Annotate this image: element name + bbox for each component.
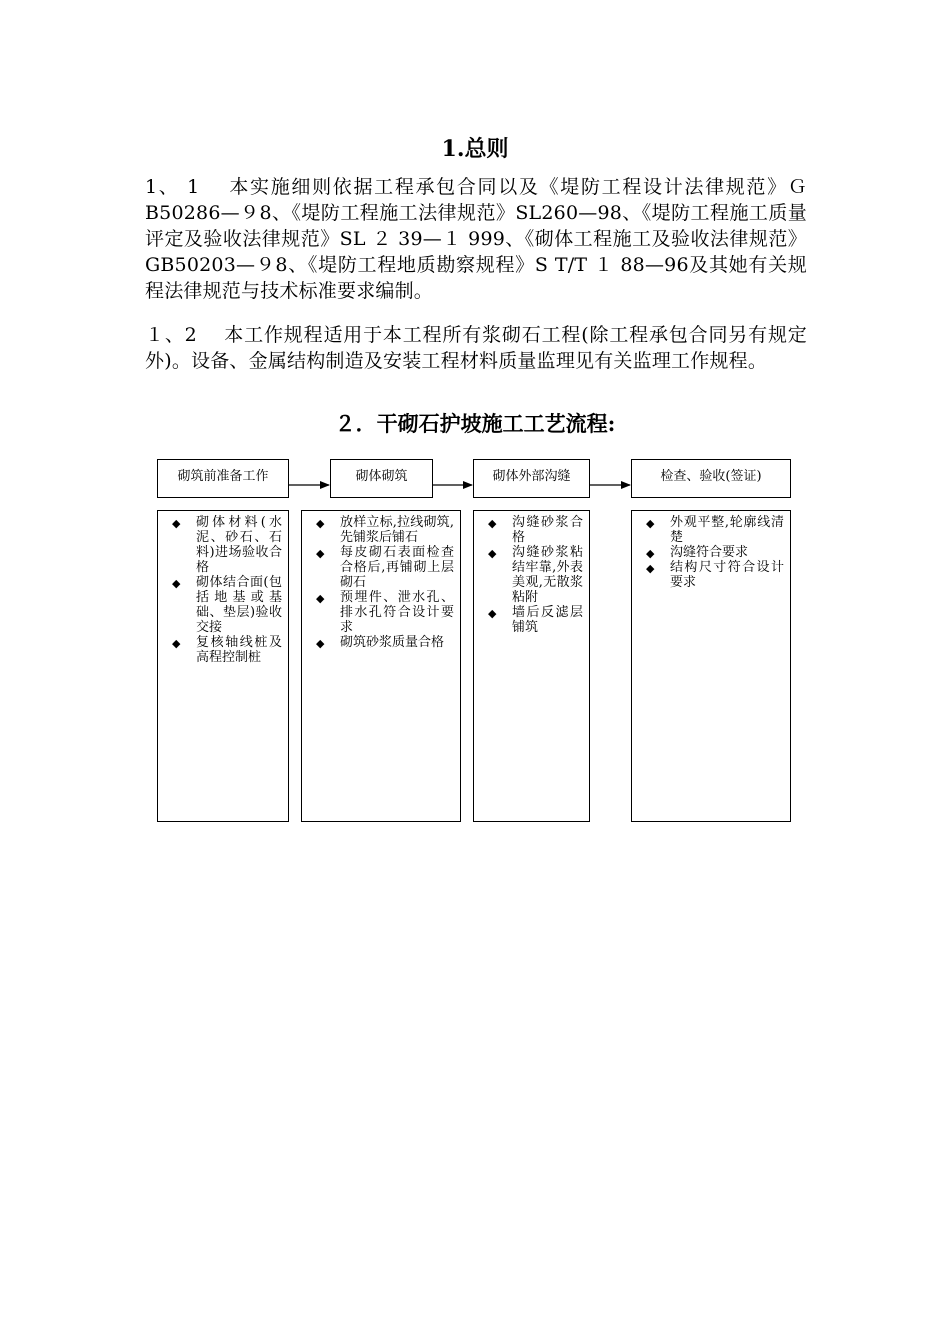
list-item: ◆ 复核轴线桩及高程控制桩 (172, 635, 282, 665)
flow-step-2-details (301, 510, 461, 822)
flow-step-4-title: 检查、验收(签证) (631, 459, 791, 498)
diamond-bullet-icon: ◆ (646, 547, 655, 560)
list-item: ◆ 墙后反滤层铺筑 (488, 605, 583, 635)
flow-step-1-details (157, 510, 289, 822)
flow-step-3-title: 砌体外部沟缝 (473, 459, 590, 498)
flow-step-1-title: 砌筑前准备工作 (157, 459, 289, 498)
flow-step-2-title: 砌体砌筑 (330, 459, 433, 498)
diamond-bullet-icon: ◆ (646, 562, 655, 575)
diamond-bullet-icon: ◆ (172, 577, 181, 590)
diamond-bullet-icon: ◆ (316, 592, 325, 605)
list-item: ◆ 外观平整,轮廓线清楚 (646, 515, 784, 545)
diamond-bullet-icon: ◆ (316, 637, 325, 650)
diamond-bullet-icon: ◆ (488, 547, 497, 560)
list-item: ◆ 每皮砌石表面检查合格后,再铺砌上层砌石 (316, 545, 454, 590)
diamond-bullet-icon: ◆ (172, 637, 181, 650)
list-item: ◆ 砌筑砂浆质量合格 (316, 635, 445, 650)
list-item: ◆ 沟缝砂浆粘结牢靠,外表美观,无散浆粘附 (488, 545, 583, 605)
list-item: ◆ 砌体材料(水泥、砂石、石料)进场验收合格 (172, 515, 282, 575)
list-item: ◆ 放样立标,拉线砌筑,先铺浆后铺石 (316, 515, 454, 545)
section-heading-1: 1.总则 (441, 136, 509, 162)
flow-step-3-details (473, 510, 590, 822)
section-heading-2: ２．干砌石护坡施工工艺流程: (334, 411, 616, 436)
paragraph-1-2: １、2 本工作规程适用于本工程所有浆砌石工程(除工程承包合同另有规定外)。设备、金属结构制造及安装工程材料质量监理见有关监理工作规程。 (145, 324, 807, 372)
list-item: ◆ 沟缝符合要求 (646, 545, 749, 560)
diamond-bullet-icon: ◆ (316, 547, 325, 560)
list-item: ◆ 砌体结合面(包括地基或基础、垫层)验收交接 (172, 575, 282, 635)
diamond-bullet-icon: ◆ (488, 517, 497, 530)
list-item: ◆ 结构尺寸符合设计要求 (646, 560, 784, 590)
diamond-bullet-icon: ◆ (316, 517, 325, 530)
list-item: ◆ 预埋件、泄水孔、排水孔符合设计要求 (316, 590, 454, 635)
paragraph-1-1: 1、 1 本实施细则依据工程承包合同以及《堤防工程设计法律规范》ＧB50286—９8、《堤防工程施工法律规范》SL260—98、《堤防工程施工质量评定及验收法律规范》SL ２ 39—１ 999、《砌体工程施工及验收法律规范》GB50203—９8、《堤防工程地质勘察规程》S T/T １ 88—96及其她有关规程法律规范与技术标准要求编制。 (145, 176, 807, 302)
list-item: ◆ 沟缝砂浆合格 (488, 515, 583, 545)
diamond-bullet-icon: ◆ (172, 517, 181, 530)
diamond-bullet-icon: ◆ (488, 607, 497, 620)
diamond-bullet-icon: ◆ (646, 517, 655, 530)
flow-step-4-details (631, 510, 791, 822)
